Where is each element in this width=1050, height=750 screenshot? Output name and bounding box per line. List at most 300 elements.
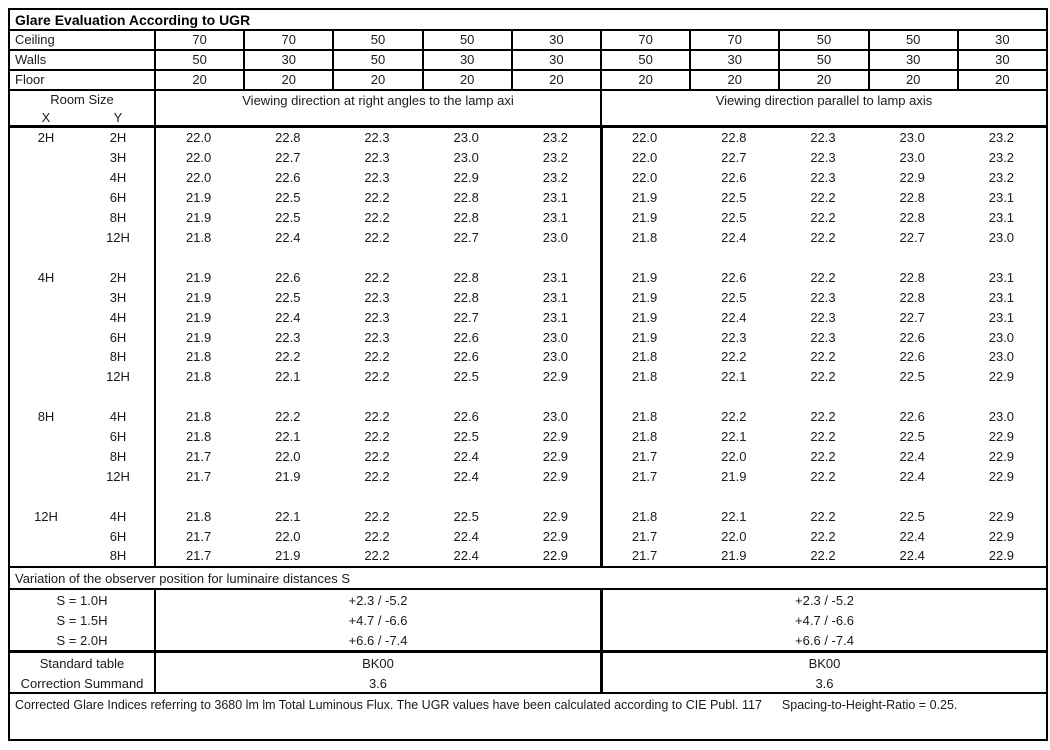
summary-row [10,653,1046,673]
ugr-value: 23.2 [988,150,1015,166]
surface-value: 70 [600,31,689,49]
surface-row [10,31,1046,51]
surface-value: 30 [957,31,1046,49]
variation-header: Variation of the observer position for luminaire distances S [10,566,1046,590]
y-size-cell: 6H [109,190,127,206]
y-size-cell: 4H [109,170,127,186]
ugr-value: 23.1 [542,289,569,305]
ugr-value: 22.0 [275,528,301,544]
group-divider [600,128,603,566]
y-size-cell: 6H [109,329,127,345]
ugr-value: 22.2 [364,429,390,445]
ugr-value: 22.2 [810,409,836,425]
ugr-value: 22.4 [899,448,925,464]
surface-value: 30 [422,51,511,69]
ugr-value: 22.2 [810,448,836,464]
ugr-value: 21.9 [631,210,658,226]
ugr-value: 22.7 [275,150,301,166]
ugr-body [10,128,1046,566]
y-size-cell: 3H [109,150,127,166]
ugr-value: 22.1 [721,369,747,385]
ugr-row [10,168,1046,188]
ugr-value: 22.8 [721,130,747,146]
ugr-value: 22.5 [275,210,301,226]
ugr-row [10,447,1046,467]
ugr-value: 22.6 [721,269,747,285]
y-size-cell: 12H [106,229,130,245]
variation-value-left: +4.7 / -6.6 [154,610,600,630]
ugr-value: 21.9 [185,289,212,305]
ugr-value: 22.9 [988,369,1015,385]
ugr-value: 22.2 [364,409,390,425]
ugr-value: 23.0 [453,150,479,166]
ugr-value: 22.9 [453,170,479,186]
surface-value: 20 [689,71,778,89]
ugr-value: 21.7 [185,468,212,484]
ugr-value: 23.0 [899,130,925,146]
ugr-value: 22.2 [810,229,836,245]
ugr-value: 21.8 [185,508,212,524]
ugr-value: 23.1 [988,190,1015,206]
ugr-value: 22.5 [453,369,479,385]
ugr-value: 22.4 [721,309,747,325]
ugr-value: 21.8 [185,369,212,385]
ugr-value: 22.2 [364,210,390,226]
variation-rows [10,590,1046,650]
surface-value: 20 [154,71,243,89]
ugr-value: 22.4 [453,528,479,544]
ugr-value: 23.1 [542,309,569,325]
surface-value: 50 [778,31,867,49]
ugr-value: 22.2 [275,409,301,425]
ugr-row [10,287,1046,307]
ugr-value: 22.8 [899,210,925,226]
y-size-cell: 12H [106,468,130,484]
ugr-value: 23.2 [542,150,569,166]
ugr-value: 21.9 [631,329,658,345]
ugr-value: 22.6 [721,170,747,186]
variation-row [10,590,1046,610]
table-title: Glare Evaluation According to UGR [10,10,1046,31]
footer-text: Corrected Glare Indices referring to 3680 lm lm Total Luminous Flux. The UGR values have been calculated according to CIE Publ. 117 [15,698,762,712]
ugr-value: 23.0 [988,349,1015,365]
ugr-value: 23.2 [542,130,569,146]
ugr-value: 21.7 [631,548,658,564]
ugr-row [10,148,1046,168]
ugr-value: 22.2 [364,369,390,385]
ugr-value: 23.2 [542,170,569,186]
ugr-value: 22.3 [364,329,390,345]
ugr-value: 22.5 [453,429,479,445]
surface-value: 20 [243,71,332,89]
y-size-cell: 4H [109,309,127,325]
ugr-value: 22.7 [899,229,925,245]
surface-value: 30 [689,51,778,69]
ugr-value: 22.3 [810,309,836,325]
ugr-value: 23.1 [988,269,1015,285]
ugr-value: 22.8 [453,190,479,206]
surface-value: 70 [689,31,778,49]
ugr-value: 22.8 [275,130,301,146]
surface-label: Walls [15,52,47,67]
ugr-value: 22.0 [185,170,212,186]
variation-value-left: +6.6 / -7.4 [154,630,600,650]
ugr-value: 21.9 [185,309,212,325]
ugr-table [8,8,1048,695]
surface-value: 30 [511,31,600,49]
ugr-value: 22.9 [988,508,1015,524]
ugr-value: 22.9 [988,429,1015,445]
y-size-cell: 6H [109,528,127,544]
x-size-cell: 8H [37,409,55,425]
ugr-value: 22.5 [453,508,479,524]
ugr-value: 21.7 [631,528,658,544]
ugr-value: 22.2 [364,468,390,484]
ugr-value: 22.3 [364,170,390,186]
variation-row [10,610,1046,630]
surface-row [10,71,1046,91]
ugr-value: 22.5 [275,190,301,206]
ugr-value: 21.8 [631,229,658,245]
ugr-value: 22.5 [899,508,925,524]
y-size-cell: 8H [109,210,127,226]
y-size-cell: 2H [109,269,127,285]
ugr-value: 22.4 [453,468,479,484]
ugr-value: 23.0 [988,329,1015,345]
ugr-value: 21.8 [631,508,658,524]
ugr-value: 22.9 [542,468,569,484]
surface-value: 30 [957,51,1046,69]
variation-value-right: +6.6 / -7.4 [600,630,1046,650]
ugr-value: 23.0 [542,409,569,425]
ugr-value: 22.2 [721,349,747,365]
ugr-value: 22.2 [810,548,836,564]
ugr-value: 22.4 [275,309,301,325]
ugr-value: 22.2 [810,349,836,365]
ugr-value: 22.3 [721,329,747,345]
surface-value: 20 [957,71,1046,89]
ugr-value: 23.2 [988,170,1015,186]
viewing-direction-right-header: Viewing direction parallel to lamp axis [600,91,1046,126]
ugr-value: 22.2 [364,448,390,464]
ugr-value: 23.2 [988,130,1015,146]
room-size-label: Room Size [50,92,114,107]
ugr-value: 22.4 [721,229,747,245]
ugr-value: 23.0 [542,329,569,345]
ugr-value: 22.2 [364,548,390,564]
ugr-value: 22.7 [453,229,479,245]
ugr-value: 21.8 [185,229,212,245]
ugr-value: 22.2 [721,409,747,425]
ugr-value: 23.1 [988,289,1015,305]
surface-value: 50 [154,51,243,69]
ugr-value: 21.7 [631,448,658,464]
summary-row [10,673,1046,693]
ugr-value: 22.1 [275,369,301,385]
ugr-value: 22.2 [364,528,390,544]
footer-ratio: Spacing-to-Height-Ratio = 0.25. [781,698,958,712]
variation-value-left: +2.3 / -5.2 [154,590,600,610]
y-size-cell: 3H [109,289,127,305]
summary-value-left: BK00 [154,653,600,673]
surface-value: 50 [778,51,867,69]
summary-rows [10,650,1046,693]
ugr-value: 22.8 [899,289,925,305]
ugr-value: 22.5 [275,289,301,305]
surface-value: 20 [600,71,689,89]
ugr-value: 22.2 [810,210,836,226]
ugr-value: 22.8 [899,269,925,285]
ugr-row [10,347,1046,367]
ugr-value: 22.7 [721,150,747,166]
x-size-cell: 12H [34,508,58,524]
x-size-cell: 4H [37,269,55,285]
ugr-value: 22.4 [275,229,301,245]
ugr-value: 23.1 [542,210,569,226]
ugr-value: 22.6 [899,329,925,345]
summary-value-right: BK00 [600,653,1046,673]
ugr-value: 21.7 [631,468,658,484]
ugr-value: 22.9 [542,429,569,445]
ugr-value: 22.0 [631,130,658,146]
ugr-value: 22.2 [810,190,836,206]
ugr-value: 21.7 [185,448,212,464]
ugr-value: 22.3 [364,150,390,166]
summary-value-right: 3.6 [600,673,1046,693]
ugr-value: 22.2 [364,190,390,206]
surface-value: 50 [868,31,957,49]
spacer-row [10,486,1046,506]
spacer-row [10,387,1046,407]
summary-label: Standard table [39,655,125,671]
ugr-row [10,327,1046,347]
ugr-value: 22.0 [721,448,747,464]
ugr-value: 22.9 [899,170,925,186]
ugr-value: 22.1 [721,508,747,524]
ugr-value: 22.9 [542,369,569,385]
ugr-value: 22.2 [364,269,390,285]
y-size-cell: 4H [109,508,127,524]
ugr-value: 22.9 [542,448,569,464]
ugr-row [10,407,1046,427]
ugr-value: 21.8 [185,409,212,425]
ugr-value: 21.9 [275,468,301,484]
ugr-value: 22.9 [988,468,1015,484]
y-size-cell: 8H [109,548,127,564]
ugr-value: 22.4 [899,548,925,564]
ugr-value: 22.3 [810,329,836,345]
ugr-value: 22.5 [721,210,747,226]
ugr-row [10,367,1046,387]
variation-row [10,630,1046,650]
ugr-value: 22.3 [364,130,390,146]
surface-value: 50 [422,31,511,49]
y-size-cell: 2H [109,130,127,146]
ugr-value: 22.6 [453,329,479,345]
footer-note [8,692,1048,741]
ugr-row [10,267,1046,287]
ugr-value: 21.8 [631,349,658,365]
ugr-value: 22.9 [988,548,1015,564]
ugr-value: 22.6 [275,170,301,186]
ugr-value: 23.0 [542,349,569,365]
surface-value: 30 [243,51,332,69]
ugr-value: 22.8 [899,190,925,206]
ugr-value: 22.1 [721,429,747,445]
ugr-value: 21.9 [185,329,212,345]
ugr-value: 22.2 [810,508,836,524]
ugr-value: 22.9 [542,508,569,524]
ugr-value: 22.2 [364,508,390,524]
ugr-value: 22.6 [453,349,479,365]
ugr-value: 23.0 [542,229,569,245]
ugr-row [10,228,1046,248]
ugr-value: 22.7 [453,309,479,325]
ugr-value: 22.5 [721,289,747,305]
ugr-value: 22.2 [810,429,836,445]
ugr-row [10,307,1046,327]
ugr-value: 22.8 [453,289,479,305]
ugr-value: 22.8 [453,269,479,285]
x-size-cell: 2H [37,130,55,146]
ugr-value: 22.9 [988,528,1015,544]
surface-value: 50 [332,51,421,69]
variation-value-right: +2.3 / -5.2 [600,590,1046,610]
ugr-value: 21.9 [721,548,747,564]
ugr-value: 22.9 [542,528,569,544]
ugr-value: 22.2 [364,349,390,365]
y-axis-label: Y [113,110,123,125]
ugr-value: 21.8 [185,429,212,445]
surface-row [10,51,1046,71]
surface-value: 30 [868,51,957,69]
s-distance-label: S = 1.5H [56,612,108,628]
ugr-value: 21.9 [185,190,212,206]
y-size-cell: 12H [106,369,130,385]
ugr-value: 22.3 [364,309,390,325]
ugr-value: 22.3 [364,289,390,305]
ugr-value: 22.1 [275,429,301,445]
ugr-value: 23.0 [988,229,1015,245]
surface-value: 50 [332,31,421,49]
ugr-value: 21.7 [185,528,212,544]
ugr-row [10,506,1046,526]
surface-rows [10,31,1046,91]
s-distance-label: S = 1.0H [56,592,108,608]
ugr-value: 21.9 [631,269,658,285]
ugr-value: 22.3 [810,130,836,146]
ugr-row [10,188,1046,208]
ugr-value: 22.4 [453,448,479,464]
surface-label: Ceiling [15,32,55,47]
ugr-value: 22.0 [275,448,301,464]
y-size-cell: 6H [109,429,127,445]
ugr-value: 21.9 [631,309,658,325]
ugr-value: 22.5 [721,190,747,206]
s-distance-label: S = 2.0H [56,632,108,648]
ugr-value: 21.9 [185,210,212,226]
ugr-value: 21.7 [185,548,212,564]
ugr-value: 22.0 [631,150,658,166]
ugr-value: 22.9 [988,448,1015,464]
ugr-value: 22.0 [721,528,747,544]
ugr-value: 22.2 [810,528,836,544]
ugr-value: 22.3 [810,150,836,166]
ugr-value: 23.1 [988,309,1015,325]
ugr-row [10,546,1046,566]
ugr-row [10,208,1046,228]
ugr-value: 22.2 [810,269,836,285]
viewing-direction-left-header: Viewing direction at right angles to the lamp axi [154,91,600,126]
ugr-value: 22.2 [810,369,836,385]
surface-value: 20 [422,71,511,89]
surface-value: 70 [154,31,243,49]
ugr-value: 23.1 [542,190,569,206]
ugr-value: 22.6 [899,349,925,365]
surface-value: 20 [778,71,867,89]
summary-label: Correction Summand [20,675,144,691]
ugr-value: 22.2 [810,468,836,484]
ugr-value: 22.7 [899,309,925,325]
surface-value: 20 [868,71,957,89]
ugr-value: 22.3 [810,170,836,186]
y-size-cell: 4H [109,409,127,425]
ugr-value: 22.5 [899,369,925,385]
ugr-value: 21.9 [631,190,658,206]
surface-value: 20 [511,71,600,89]
ugr-value: 21.9 [721,468,747,484]
variation-value-right: +4.7 / -6.6 [600,610,1046,630]
surface-label: Floor [15,72,45,87]
ugr-value: 22.4 [899,528,925,544]
x-axis-label: X [41,110,51,125]
ugr-value: 22.6 [899,409,925,425]
ugr-value: 22.3 [810,289,836,305]
ugr-value: 21.9 [275,548,301,564]
ugr-value: 21.8 [631,409,658,425]
ugr-row [10,128,1046,148]
table-header-row [10,91,1046,128]
ugr-row [10,427,1046,447]
room-size-header [10,91,154,126]
ugr-value: 22.6 [453,409,479,425]
ugr-value: 22.2 [364,229,390,245]
ugr-value: 21.8 [185,349,212,365]
ugr-value: 22.1 [275,508,301,524]
y-size-cell: 8H [109,448,127,464]
ugr-value: 22.2 [275,349,301,365]
ugr-value: 22.0 [185,150,212,166]
surface-value: 50 [600,51,689,69]
ugr-value: 23.0 [453,130,479,146]
column-divider [154,128,156,566]
ugr-value: 23.0 [988,409,1015,425]
ugr-value: 22.5 [899,429,925,445]
ugr-value: 21.9 [631,289,658,305]
surface-value: 20 [332,71,421,89]
surface-value: 30 [511,51,600,69]
ugr-value: 22.0 [631,170,658,186]
ugr-row [10,526,1046,546]
summary-value-left: 3.6 [154,673,600,693]
ugr-value: 23.1 [988,210,1015,226]
ugr-value: 22.4 [899,468,925,484]
ugr-value: 22.3 [275,329,301,345]
spacer-row [10,247,1046,267]
ugr-value: 22.0 [185,130,212,146]
ugr-value: 22.6 [275,269,301,285]
ugr-value: 22.9 [542,548,569,564]
